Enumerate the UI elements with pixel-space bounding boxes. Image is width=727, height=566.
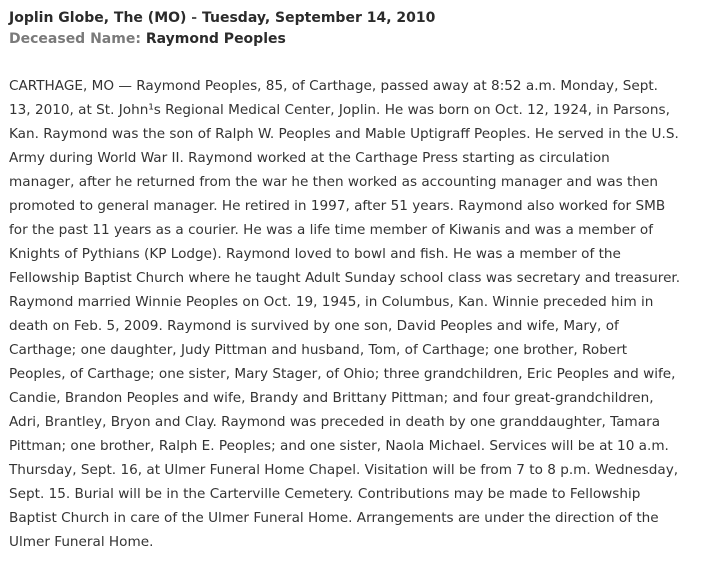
- obituary-line: Kan. Raymond was the son of Ralph W. Peoples and Mable Uptigraff Peoples. He served in the U.S.: [9, 126, 679, 142]
- obituary-line: promoted to general manager. He retired in 1997, after 51 years. Raymond also worked for SMB: [9, 198, 666, 214]
- deceased-name-value: Raymond Peoples: [145, 31, 286, 47]
- obituary-line: Army during World War II. Raymond worked at the Carthage Press starting as circulation: [9, 150, 610, 166]
- obituary-line: Thursday, Sept. 16, at Ulmer Funeral Home Chapel. Visitation will be from 7 to 8 p.m. Wednesday,: [9, 462, 679, 478]
- deceased-name-row: [9, 29, 715, 50]
- obituary-line: Fellowship Baptist Church where he taught Adult Sunday school class was secretary and treasurer.: [9, 270, 681, 286]
- obituary-line: Raymond married Winnie Peoples on Oct. 19, 1945, in Columbus, Kan. Winnie preceded him in: [9, 294, 654, 310]
- header-separator: -: [186, 10, 202, 26]
- obituary-line: death on Feb. 5, 2009. Raymond is survived by one son, David Peoples and wife, Mary, of: [9, 318, 619, 334]
- obituary-text: [9, 74, 713, 554]
- publication-header: [9, 8, 715, 29]
- obituary-line: CARTHAGE, MO — Raymond Peoples, 85, of Carthage, passed away at 8:52 a.m. Monday, Sept.: [9, 78, 659, 94]
- obituary-line: Candie, Brandon Peoples and wife, Brandy and Brittany Pittman; and four great-grandchildren,: [9, 390, 654, 406]
- obituary-line: Peoples, of Carthage; one sister, Mary Stager, of Ohio; three grandchildren, Eric Peoples and wife,: [9, 366, 676, 382]
- obituary-line: Ulmer Funeral Home.: [9, 534, 154, 550]
- obituary-line: Adri, Brantley, Bryon and Clay. Raymond was preceded in death by one granddaughter, Tamara: [9, 414, 661, 430]
- newspaper-name: Joplin Globe, The (MO): [9, 10, 187, 26]
- obituary-line: manager, after he returned from the war he then worked as accounting manager and was then: [9, 174, 658, 190]
- obituary-line: Baptist Church in care of the Ulmer Funeral Home. Arrangements are under the direction of the: [9, 510, 659, 526]
- obituary-line: for the past 11 years as a courier. He was a life time member of Kiwanis and was a member of: [9, 222, 654, 238]
- obituary-line: Carthage; one daughter, Judy Pittman and husband, Tom, of Carthage; one brother, Robert: [9, 342, 628, 358]
- obituary-line: Pittman; one brother, Ralph E. Peoples; and one sister, Naola Michael. Services will be at 10 a.m.: [9, 438, 669, 454]
- deceased-name-label: Deceased Name:: [9, 31, 141, 47]
- obituary-line: Knights of Pythians (KP Lodge). Raymond loved to bowl and fish. He was a member of the: [9, 246, 621, 262]
- obituary-line: 13, 2010, at St. John¹s Regional Medical Center, Joplin. He was born on Oct. 12, 1924, in Parsons,: [9, 102, 670, 118]
- obituary-line: Sept. 15. Burial will be in the Carterville Cemetery. Contributions may be made to Fellowship: [9, 486, 641, 502]
- publication-date: Tuesday, September 14, 2010: [201, 10, 436, 26]
